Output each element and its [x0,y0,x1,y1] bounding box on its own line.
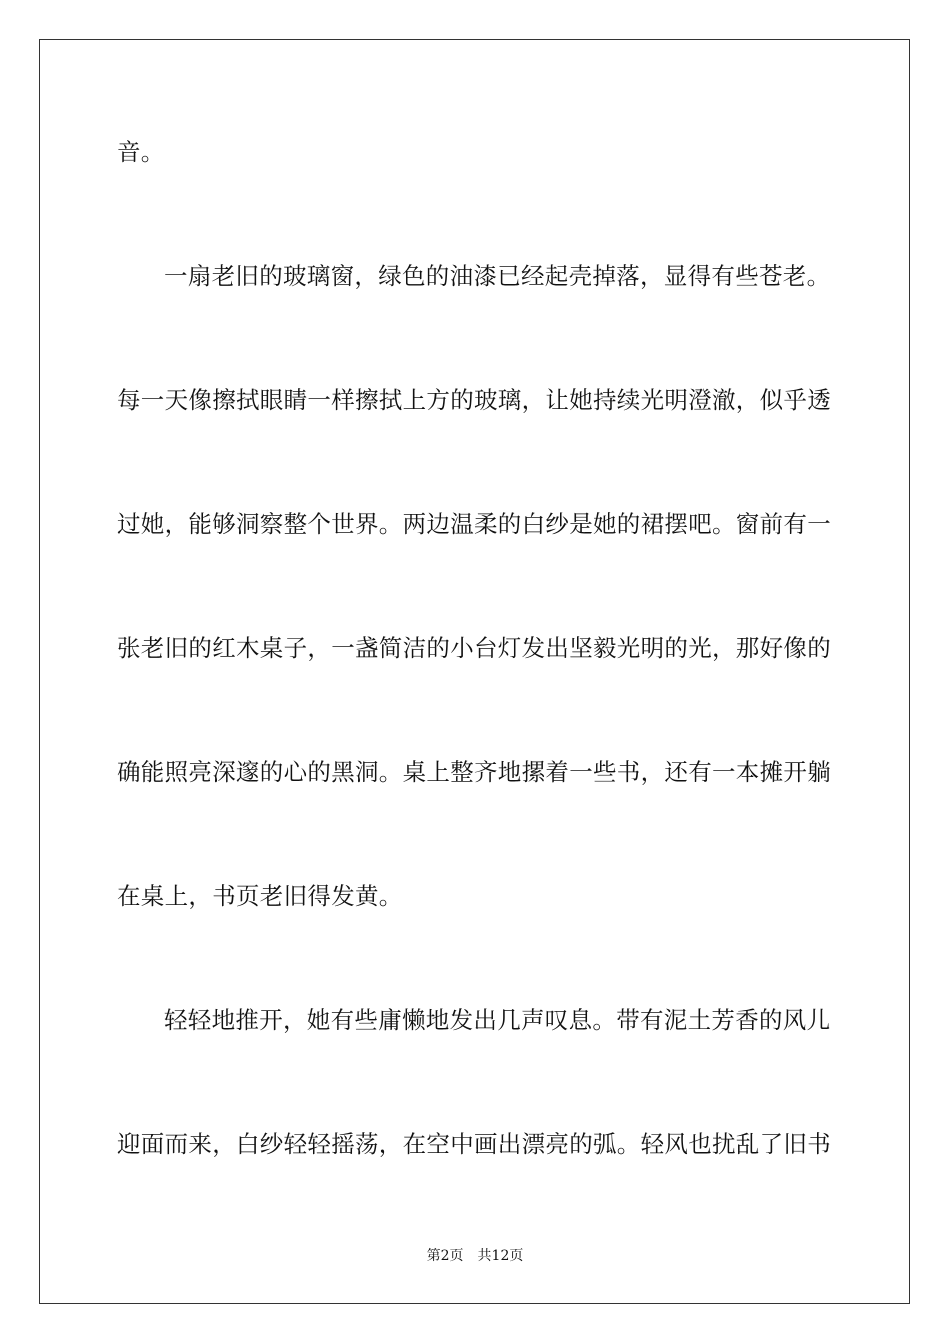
paragraph-line-6: 确能照亮深邃的心的黑洞。桌上整齐地摞着一些书，还有一本摊开躺 [117,758,831,786]
paragraph-line-8: 轻轻地推开，她有些庸懒地发出几声叹息。带有泥土芳香的风儿 [164,1006,831,1034]
page-number: 第2页 [426,1248,464,1264]
paragraph-line-2: 一扇老旧的玻璃窗，绿色的油漆已经起壳掉落，显得有些苍老。 [164,262,831,290]
paragraph-line-4: 过她，能够洞察整个世界。两边温柔的白纱是她的裙摆吧。窗前有一 [117,510,831,538]
page-footer [0,1246,950,1266]
paragraph-line-1: 音。 [117,138,165,166]
total-pages: 共12页 [477,1248,524,1264]
page-border [39,39,910,1304]
paragraph-line-5: 张老旧的红木桌子，一盏简洁的小台灯发出坚毅光明的光，那好像的 [117,634,831,662]
paragraph-line-9: 迎面而来，白纱轻轻摇荡，在空中画出漂亮的弧。轻风也扰乱了旧书 [117,1130,831,1158]
paragraph-line-3: 每一天像擦拭眼睛一样擦拭上方的玻璃，让她持续光明澄澈，似乎透 [117,386,831,414]
paragraph-line-7: 在桌上，书页老旧得发黄。 [117,882,403,910]
